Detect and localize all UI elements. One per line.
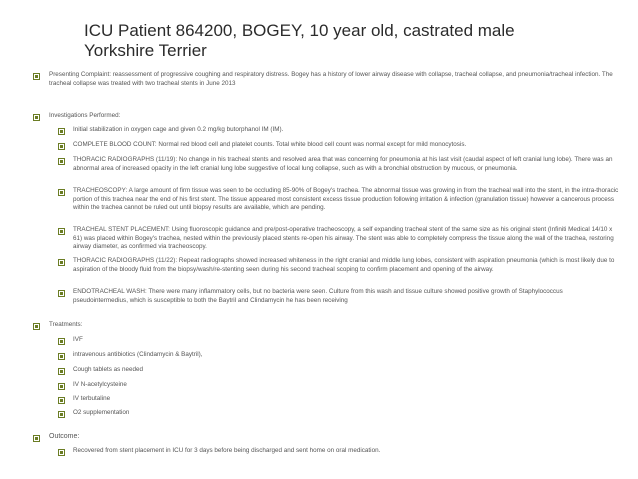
square-bullet-icon: [58, 353, 65, 360]
investigations-heading: Investigations Performed:: [49, 112, 121, 119]
square-bullet-icon: [58, 397, 65, 404]
square-bullet-icon: [58, 158, 65, 165]
square-bullet-icon: [58, 411, 65, 418]
square-bullet-icon: [58, 383, 65, 390]
square-bullet-icon: [58, 259, 65, 266]
treatment-item: IVF: [73, 336, 83, 343]
square-bullet-icon: [33, 435, 40, 442]
outcome-item: Recovered from stent placement in ICU for 3 days before being discharged and sent home on oral medication.: [73, 447, 381, 454]
square-bullet-icon: [33, 114, 40, 121]
investigation-item: ENDOTRACHEAL WASH: There were many inflammatory cells, but no bacteria were seen. Culture from this wash and tissue culture showed positive growth of Staphylococcus pseudointermedius, which is susceptible to both the Baytril and Clindamycin he has been receiving: [73, 288, 563, 304]
square-bullet-icon: [58, 449, 65, 456]
investigation-item: TRACHEAL STENT PLACEMENT: Using fluoroscopic guidance and pre/post-operative tracheoscopy, a self expanding tracheal stent of the same size as his original stent (Infiniti Medical 14/10 x 61) was placed within Bogey's trachea, nested within the previously placed stents re-open his airway. The stent was able to completely compress the tissue along the wall of the trachea, restoring airway diameter, as confirmed via tracheoscopy.: [73, 226, 614, 251]
treatment-item: O2 supplementation: [73, 409, 130, 416]
treatment-item: intravenous antibiotics (Clindamycin & Baytril),: [73, 351, 203, 358]
square-bullet-icon: [58, 189, 65, 196]
square-bullet-icon: [33, 73, 40, 80]
square-bullet-icon: [33, 323, 40, 330]
title-line-2: Yorkshire Terrier: [84, 41, 207, 60]
square-bullet-icon: [58, 338, 65, 345]
square-bullet-icon: [58, 290, 65, 297]
investigation-item: Initial stabilization in oxygen cage and given 0.2 mg/kg butorphanol IM (IM).: [73, 126, 284, 133]
square-bullet-icon: [58, 228, 65, 235]
square-bullet-icon: [58, 143, 65, 150]
square-bullet-icon: [58, 128, 65, 135]
treatment-item: IV terbutaline: [73, 395, 111, 402]
treatments-heading: Treatments:: [49, 321, 83, 328]
outcome-heading: Outcome:: [49, 433, 80, 440]
square-bullet-icon: [58, 368, 65, 375]
investigation-item: TRACHEOSCOPY: A large amount of firm tissue was seen to be occluding 85-90% of Bogey's trachea. The abnormal tissue was growing in from the tracheal wall into the stent, in the intra-thoracic portion of this trachea near the end of his first stent. The tissue appeared most consistent excess tissue production following irritation & infection (granulation tissue) however a cancerous process within the trachea cannot be ruled out until biopsy results are available, which are pending.: [73, 187, 619, 212]
presenting-complaint: Presenting Complaint: reassessment of progressive coughing and respiratory distress. Bogey has a history of lower airway disease with collapse, tracheal collapse, and pneumonia/tracheal infection. The tracheal collapse was treated with two tracheal stents in June 2013: [49, 71, 613, 87]
investigation-item: THORACIC RADIOGRAPHS (11/22): Repeat radiographs showed increased whiteness in the right cranial and middle lung lobes, consistent with aspiration pneumonia (which is most likely due to aspiration of the bloody fluid from the biopsy/wash/re-stenting seen during his second tracheal scoping to confirm placement and opening of the airway.: [73, 257, 615, 273]
investigation-item: COMPLETE BLOOD COUNT: Normal red blood cell and platelet counts. Total white blood cell count was normal except for mild monocytosis.: [73, 141, 467, 148]
treatment-item: IV N-acetylcysteine: [73, 381, 127, 388]
title-line-1: ICU Patient 864200, BOGEY, 10 year old, castrated male: [84, 21, 515, 40]
investigation-item: THORACIC RADIOGRAPHS (11/19): No change in his tracheal stents and resolved area that was concerning for pneumonia at his last visit (caudal aspect of left cranial lung lobe). There was an abnormal area of increased opacity in the left cranial lung lobe suggestive of local lung collapse, such as with a bronchial obstruction by mucous, or pneumonia.: [73, 156, 613, 172]
slide-title: [84, 21, 604, 61]
treatment-item: Cough tablets as needed: [73, 366, 144, 373]
